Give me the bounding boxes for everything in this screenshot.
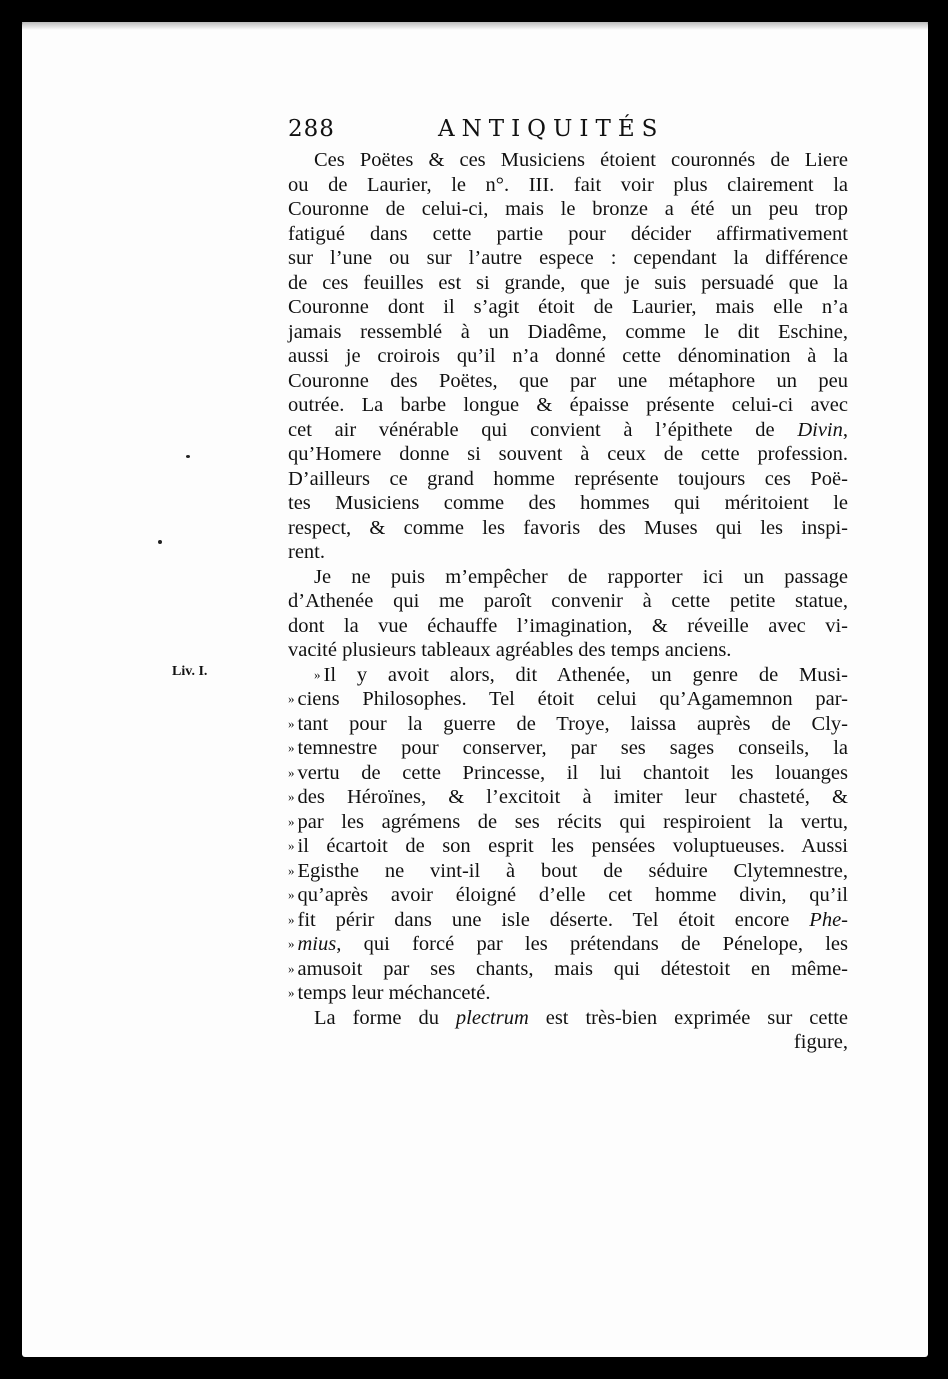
- text-line: [288, 638, 848, 663]
- quote-mark: »: [288, 813, 294, 829]
- line-text: respect, & comme les favoris des Muses qui les inspi-: [288, 516, 848, 539]
- text-line: [288, 393, 848, 418]
- margin-note: Liv. I.: [172, 664, 208, 679]
- quote-mark: »: [288, 862, 294, 878]
- body-text: [288, 148, 848, 1055]
- text-line: [288, 369, 848, 394]
- line-text: vertu de cette Princesse, il lui chantoit les louanges: [297, 761, 848, 784]
- line-text: cet air vénérable qui convient à l’épithete de: [288, 418, 798, 441]
- text-line: [288, 883, 848, 908]
- quote-mark: »: [288, 985, 294, 1000]
- page-header: [288, 116, 848, 148]
- line-text: de ces feuilles est si grande, que je suis persuadé que la: [288, 271, 848, 294]
- quote-mark: »: [288, 715, 294, 731]
- line-text-after: est très-bien exprimée sur cette: [528, 1006, 848, 1029]
- line-text: tant pour la guerre de Troye, laissa auprès de Cly-: [297, 712, 848, 735]
- line-text: jamais ressemblé à un Diadême, comme le dit Eschine,: [288, 320, 848, 343]
- line-text: D’ailleurs ce grand homme représente toujours ces Poë-: [288, 467, 848, 490]
- line-text: Il y avoit alors, dit Athenée, un genre de Musi-: [323, 663, 848, 686]
- line-text: La forme du: [314, 1006, 456, 1029]
- quote-mark: »: [288, 740, 294, 755]
- text-line: [288, 834, 848, 859]
- line-text: ou de Laurier, le n°. III. fait voir plus clairement la: [288, 173, 848, 196]
- line-text: Couronne de celui-ci, mais le bronze a été un peu trop: [288, 198, 848, 220]
- text-line: [288, 1030, 848, 1055]
- text-line: [288, 1006, 848, 1031]
- quote-mark: »: [314, 666, 320, 682]
- italic-text: Phe-: [809, 908, 848, 931]
- text-line: [288, 981, 848, 1006]
- italic-text: mius: [297, 933, 337, 955]
- text-line: [288, 173, 848, 198]
- line-text: figure,: [793, 1031, 848, 1053]
- quote-mark: »: [288, 936, 294, 951]
- page-number: 288: [288, 116, 335, 142]
- ink-speck: [186, 455, 190, 458]
- text-line: [288, 467, 848, 492]
- quote-mark: »: [288, 691, 294, 706]
- quote-mark: »: [288, 789, 294, 804]
- line-text: fit périr dans une isle déserte. Tel étoit encore: [297, 908, 810, 931]
- text-line: [288, 589, 848, 614]
- text-line: [288, 197, 848, 222]
- text-line: [288, 785, 848, 810]
- text-line: [288, 614, 848, 639]
- quote-mark: »: [288, 764, 294, 780]
- text-line: [288, 516, 848, 541]
- line-text: des Héroïnes, & l’excitoit à imiter leur chasteté, &: [297, 786, 848, 808]
- line-text: aussi je croirois qu’il n’a donné cette dénomination à la: [288, 345, 848, 367]
- text-line: [288, 246, 848, 271]
- line-text: tes Musiciens comme des hommes qui méritoient le: [288, 492, 848, 514]
- line-text: par les agrémens de ses récits qui respiroient la vertu,: [297, 810, 848, 833]
- line-text: Couronne dont il s’agit étoit de Laurier, mais elle n’a: [288, 296, 848, 318]
- line-text: Ces Poëtes & ces Musiciens étoient couronnés de Liere: [314, 149, 848, 171]
- line-text: temnestre pour conserver, par ses sages conseils, la: [297, 737, 848, 759]
- text-line: [288, 418, 848, 443]
- line-text: qu’Homere donne si souvent à ceux de cette profession.: [288, 443, 848, 465]
- text-line: [288, 810, 848, 835]
- quote-mark: »: [288, 887, 294, 902]
- line-text-after: ,: [842, 418, 848, 441]
- text-line: [288, 712, 848, 737]
- text-line: [288, 736, 848, 761]
- quote-mark: »: [288, 960, 294, 976]
- line-text: vacité plusieurs tableaux agréables des temps anciens.: [288, 639, 732, 661]
- line-text: d’Athenée qui me paroît convenir à cette petite statue,: [288, 590, 848, 612]
- line-text: sur l’une ou sur l’autre espece : cependant la différence: [288, 247, 848, 269]
- text-line: [288, 908, 848, 933]
- text-line: [288, 271, 848, 296]
- running-title: ANTIQUITÉS: [438, 116, 665, 142]
- line-text: amusoit par ses chants, mais qui détestoit en même-: [297, 957, 848, 980]
- line-text: qu’après avoir éloigné d’elle cet homme divin, qu’il: [297, 884, 848, 906]
- ink-speck: [158, 540, 162, 544]
- text-line: [288, 761, 848, 786]
- page-top-edge: [22, 22, 928, 30]
- text-line: [288, 932, 848, 957]
- italic-text: Divin: [797, 418, 843, 441]
- line-text: Je ne puis m’empêcher de rapporter ici un passage: [314, 565, 848, 588]
- text-line: [288, 491, 848, 516]
- text-line: [288, 957, 848, 982]
- line-text: Couronne des Poëtes, que par une métaphore un peu: [288, 369, 848, 392]
- text-line: [288, 222, 848, 247]
- line-text: ciens Philosophes. Tel étoit celui qu’Agamemnon par-: [297, 688, 848, 710]
- text-line: [288, 540, 848, 565]
- line-text-after: , qui forcé par les prétendans de Pénelope, les: [336, 933, 848, 955]
- text-line: [288, 295, 848, 320]
- line-text: fatigué dans cette partie pour décider affirmativement: [288, 222, 848, 245]
- quote-mark: »: [288, 911, 294, 927]
- line-text: outrée. La barbe longue & épaisse présente celui-ci avec: [288, 394, 848, 416]
- text-line: [288, 663, 848, 688]
- italic-text: plectrum: [455, 1006, 529, 1029]
- line-text: rent.: [288, 541, 325, 563]
- line-text: temps leur méchanceté.: [297, 982, 491, 1004]
- text-line: [288, 565, 848, 590]
- line-text: il écartoit de son esprit les pensées voluptueuses. Aussi: [297, 835, 848, 857]
- quote-mark: »: [288, 838, 294, 853]
- text-line: [288, 148, 848, 173]
- text-line: [288, 442, 848, 467]
- line-text: dont la vue échauffe l’imagination, & réveille avec vi-: [288, 614, 848, 637]
- text-line: [288, 687, 848, 712]
- text-line: [288, 859, 848, 884]
- text-line: [288, 320, 848, 345]
- line-text: Egisthe ne vint-il à bout de séduire Clytemnestre,: [297, 859, 848, 882]
- text-line: [288, 344, 848, 369]
